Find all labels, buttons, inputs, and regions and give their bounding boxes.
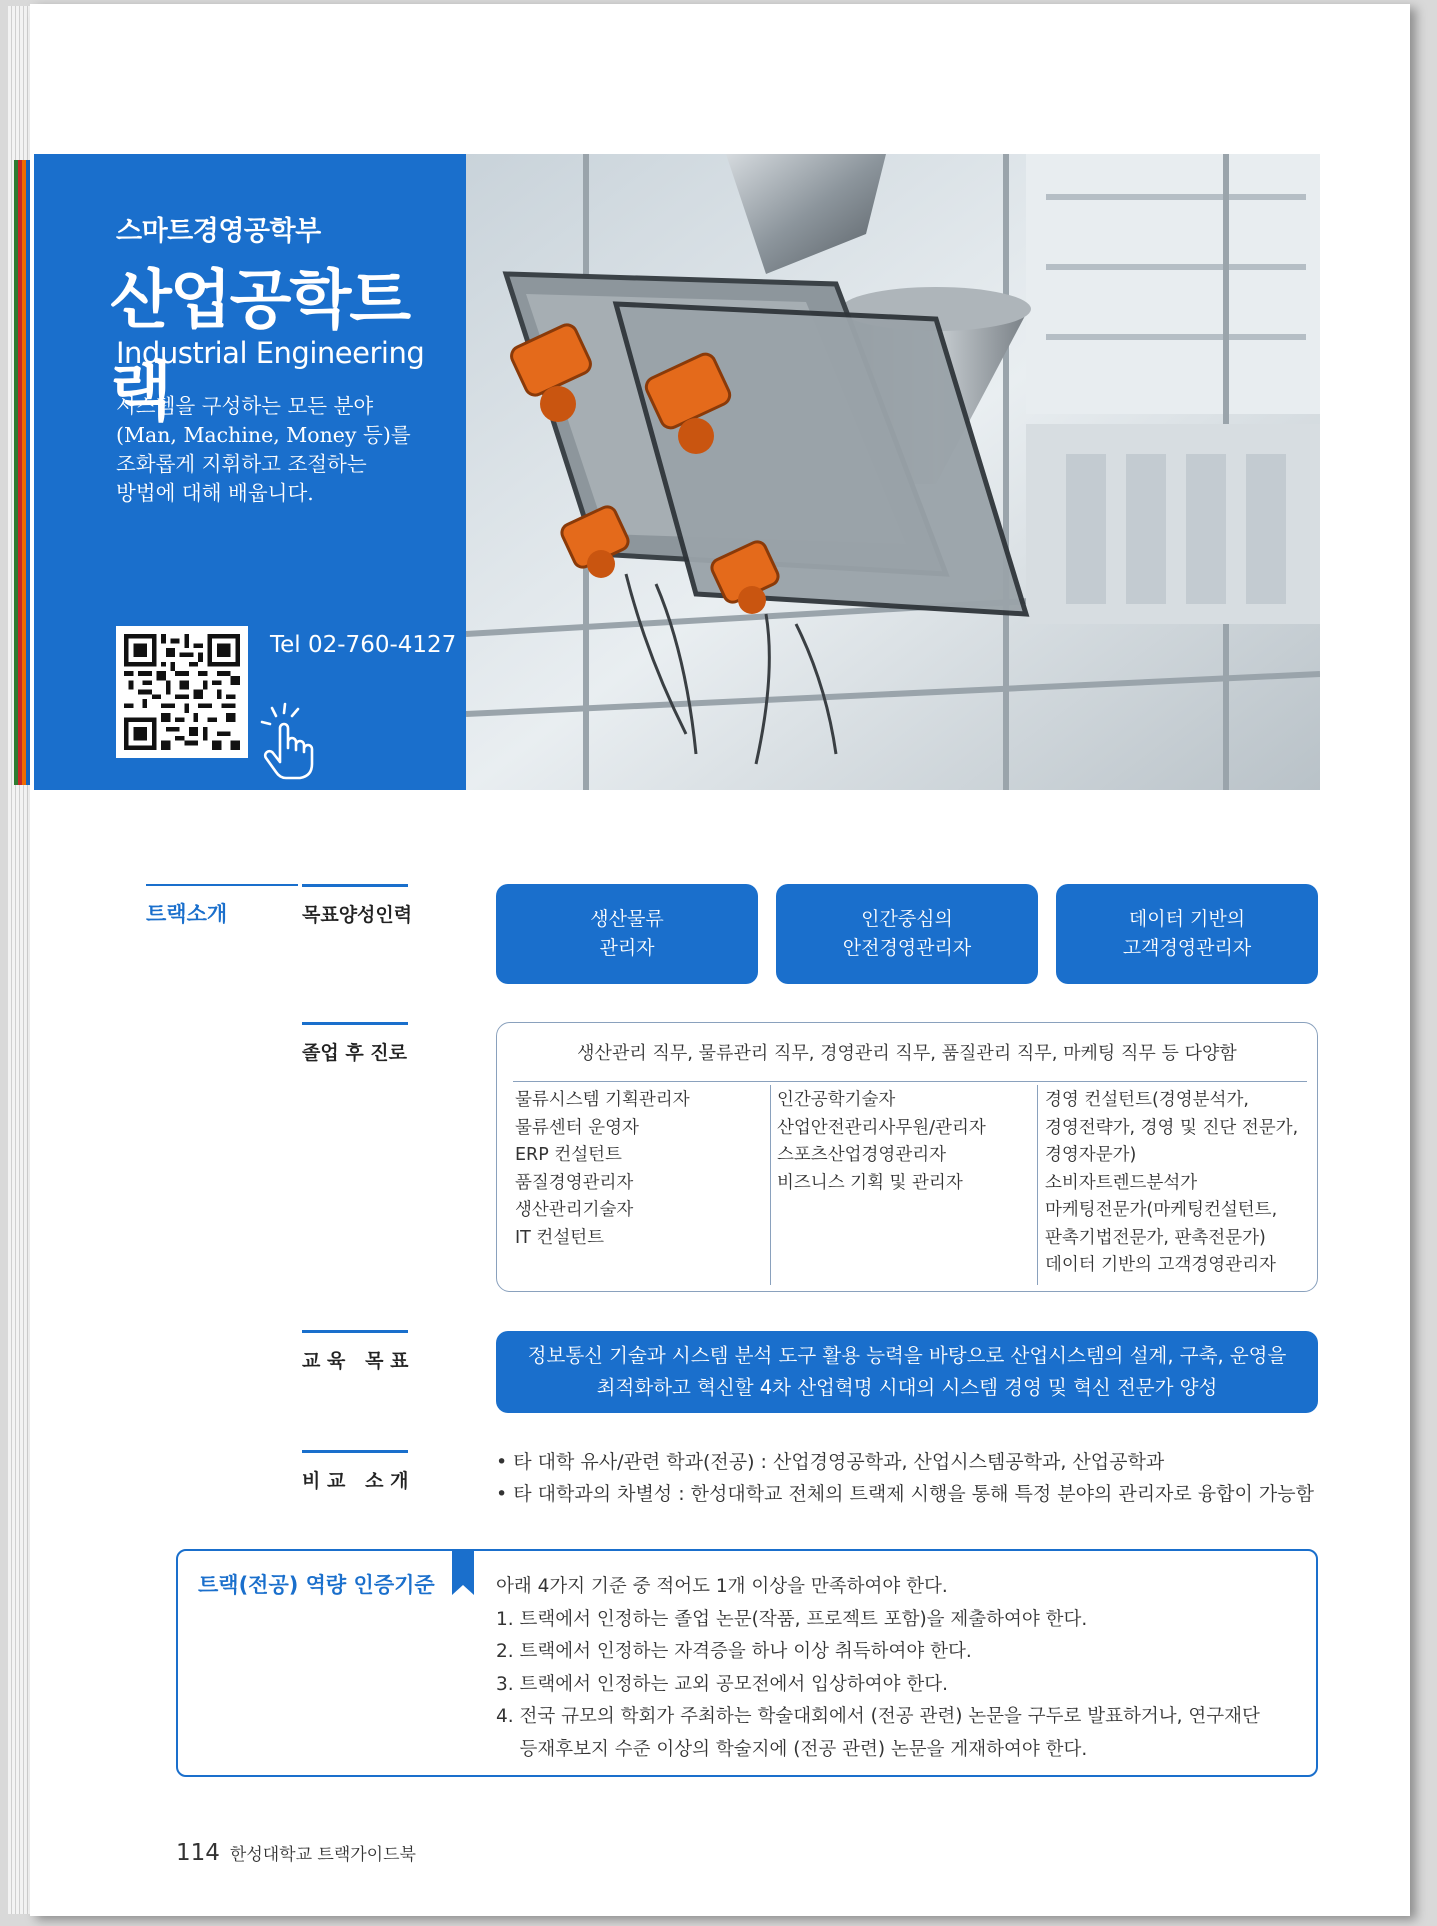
career-item: 인간공학기술자 (777, 1090, 896, 1110)
label-education-goal: 교 육 목 표 (302, 1350, 409, 1372)
track-description (116, 392, 446, 508)
career-box (496, 1022, 1318, 1292)
divider (1037, 1085, 1038, 1285)
career-column (777, 1087, 986, 1197)
target-box (776, 884, 1038, 984)
career-summary: 생산관리 직무, 물류관리 직무, 경영관리 직무, 품질관리 직무, 마케팅 직무 등 다양함 (577, 1043, 1237, 1064)
description-line: 방법에 대해 배웁니다. (116, 481, 314, 505)
comparison-item: • 타 대학 유사/관련 학과(전공) : 산업경영공학과, 산업시스템공학과, 산업공학과 (496, 1451, 1165, 1473)
criteria-line: 2. 트랙에서 인정하는 자격증을 하나 이상 취득하여야 한다. (496, 1641, 972, 1662)
target-line: 고객경영관리자 (1122, 937, 1252, 959)
target-box (496, 884, 758, 984)
career-item: 판촉기법전문가, 판촉전문가) (1045, 1227, 1266, 1248)
criteria-line: 등재후보지 수준 이상의 학술지에 (전공 관련) 논문을 게재하여야 한다. (496, 1738, 1088, 1760)
page-number: 114 (176, 1840, 220, 1866)
education-goal-box (496, 1331, 1318, 1413)
career-column (515, 1087, 690, 1252)
criteria-line: 3. 트랙에서 인정하는 교외 공모전에서 입상하여야 한다. (496, 1673, 948, 1695)
career-item: ERP 컨설턴트 (515, 1145, 622, 1165)
career-item: 산업안전관리사무원/관리자 (777, 1117, 986, 1138)
certification-box (176, 1549, 1318, 1777)
divider (770, 1085, 771, 1285)
comparison-list (496, 1446, 1314, 1510)
section-rule (302, 1450, 408, 1453)
phone-number: Tel 02-760-4127 (270, 632, 457, 658)
target-line: 데이터 기반의 (1128, 908, 1246, 930)
section-label-track-intro: 트랙소개 (146, 902, 228, 926)
label-target-talent: 목표양성인력 (302, 904, 413, 926)
goal-line: 최적화하고 혁신할 4차 산업혁명 시대의 시스템 경영 및 혁신 전문가 양성 (596, 1376, 1218, 1399)
career-item: 경영자문가) (1045, 1145, 1137, 1165)
tap-hand-icon (254, 702, 318, 780)
divider (513, 1081, 1307, 1082)
criteria-line: 1. 트랙에서 인정하는 졸업 논문(작품, 프로젝트 포함)을 제출하여야 한다. (496, 1608, 1088, 1630)
label-career: 졸업 후 진로 (302, 1042, 407, 1064)
criteria-line: 4. 전국 규모의 학회가 주최하는 학술대회에서 (전공 관련) 논문을 구두로 발표하거나, 연구재단 (496, 1706, 1260, 1727)
description-line: 시스템을 구성하는 모든 분야 (116, 394, 374, 418)
certification-criteria (496, 1571, 1260, 1766)
criteria-line: 아래 4가지 기준 중 적어도 1개 이상을 만족하여야 한다. (496, 1576, 948, 1597)
page-footer (176, 1840, 416, 1866)
career-item: 소비자트렌드분석가 (1045, 1172, 1198, 1193)
target-line: 생산물류 (590, 908, 664, 930)
comparison-item: • 타 대학과의 차별성 : 한성대학교 전체의 트랙제 시행을 통해 특정 분야의 관리자로 융합이 가능함 (496, 1483, 1314, 1505)
track-english-name: Industrial Engineering (116, 336, 425, 370)
page (30, 4, 1410, 1916)
target-line: 안전경영관리자 (842, 937, 972, 959)
goal-line: 정보통신 기술과 시스템 분석 도구 활용 능력을 바탕으로 산업시스템의 설계, 구축, 운영을 (527, 1344, 1287, 1367)
career-item: 물류시스템 기획관리자 (515, 1090, 690, 1110)
section-rule (302, 884, 408, 887)
career-item: 스포츠산업경영관리자 (777, 1145, 947, 1165)
qr-code-icon[interactable] (116, 626, 248, 758)
label-comparison: 비 교 소 개 (302, 1470, 409, 1492)
description-line: (Man, Machine, Money 등)를 (116, 423, 411, 447)
track-title: 산업공학트랙 (110, 264, 410, 430)
career-item: 품질경영관리자 (515, 1172, 634, 1193)
certification-title: 트랙(전공) 역량 인증기준 (198, 1573, 435, 1597)
career-item: 생산관리기술자 (515, 1200, 634, 1220)
book-title: 한성대학교 트랙가이드북 (229, 1845, 416, 1865)
description-line: 조화롭게 지휘하고 조절하는 (116, 452, 367, 476)
section-rule (302, 1022, 408, 1025)
target-box (1056, 884, 1318, 984)
hero-photo-machinery (466, 154, 1320, 790)
department-name: 스마트경영공학부 (116, 216, 321, 247)
career-item: 경영 컨설턴트(경영분석가, (1045, 1090, 1249, 1110)
career-item: 마케팅전문가(마케팅컨설턴트, (1045, 1200, 1278, 1220)
hero-panel (34, 154, 466, 790)
career-item: IT 컨설턴트 (515, 1227, 605, 1248)
bookmark-icon (452, 1549, 474, 1595)
target-line: 관리자 (599, 937, 655, 959)
career-item: 비즈니스 기획 및 관리자 (777, 1172, 963, 1193)
section-rule (302, 1330, 408, 1333)
career-column (1045, 1087, 1298, 1280)
career-item: 데이터 기반의 고객경영관리자 (1045, 1255, 1276, 1275)
section-rule (146, 884, 298, 886)
career-item: 경영전략가, 경영 및 진단 전문가, (1045, 1117, 1299, 1138)
career-item: 물류센터 운영자 (515, 1117, 639, 1138)
target-line: 인간중심의 (861, 908, 953, 930)
